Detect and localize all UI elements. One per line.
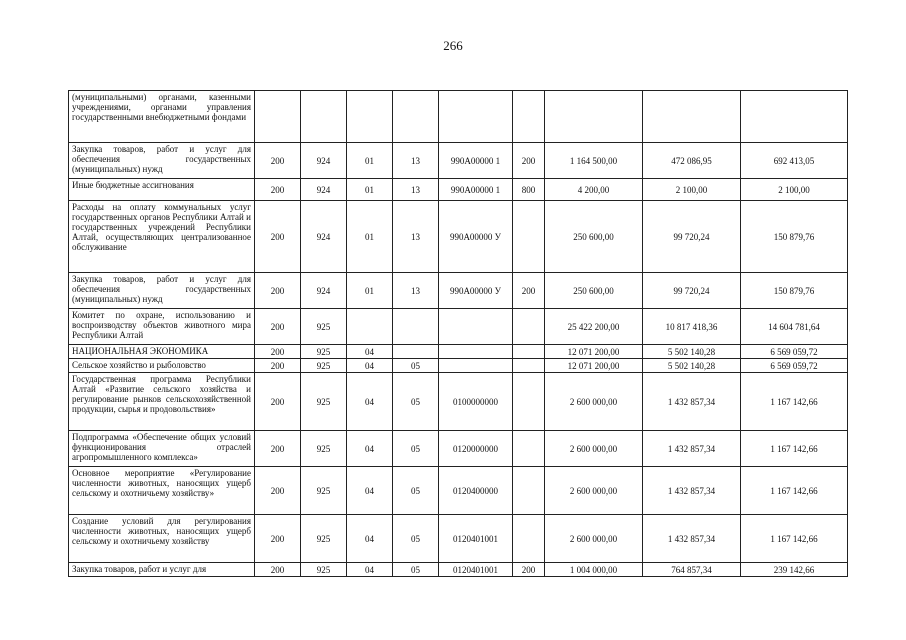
cell-csr [439, 309, 513, 345]
cell-gr: 200 [255, 515, 301, 563]
cell-sum-2: 764 857,34 [643, 563, 741, 577]
cell-pr: 05 [393, 467, 439, 515]
cell-sum-2 [643, 91, 741, 143]
cell-name: Подпрограмма «Обеспечение общих условий функционирования отраслей агропромышленного комплекса» [69, 431, 255, 467]
budget-table [68, 90, 848, 577]
cell-gr: 200 [255, 179, 301, 201]
cell-rz: 01 [347, 201, 393, 273]
cell-sum-1: 25 422 200,00 [545, 309, 643, 345]
cell-csr: 0120400000 [439, 467, 513, 515]
cell-vr [513, 345, 545, 359]
cell-rz: 01 [347, 273, 393, 309]
cell-gr: 200 [255, 467, 301, 515]
cell-sum-2: 5 502 140,28 [643, 345, 741, 359]
cell-ved: 924 [301, 273, 347, 309]
cell-pr: 05 [393, 431, 439, 467]
cell-gr [255, 91, 301, 143]
cell-gr: 200 [255, 359, 301, 373]
table-row [69, 201, 848, 273]
cell-sum-1: 1 164 500,00 [545, 143, 643, 179]
cell-rz: 01 [347, 143, 393, 179]
table-row [69, 515, 848, 563]
cell-pr: 05 [393, 515, 439, 563]
table-row [69, 359, 848, 373]
cell-rz [347, 91, 393, 143]
cell-vr: 800 [513, 179, 545, 201]
cell-sum-3: 1 167 142,66 [741, 373, 848, 431]
cell-sum-1: 4 200,00 [545, 179, 643, 201]
cell-sum-2: 10 817 418,36 [643, 309, 741, 345]
page-number: 266 [443, 38, 463, 53]
cell-sum-2: 1 432 857,34 [643, 515, 741, 563]
cell-gr: 200 [255, 563, 301, 577]
cell-name: Комитет по охране, использованию и воспроизводству объектов животного мира Республики Алтай [69, 309, 255, 345]
cell-pr: 05 [393, 359, 439, 373]
cell-sum-2: 99 720,24 [643, 201, 741, 273]
cell-ved: 924 [301, 143, 347, 179]
cell-gr: 200 [255, 309, 301, 345]
budget-table-body [69, 91, 848, 577]
cell-sum-3: 14 604 781,64 [741, 309, 848, 345]
cell-sum-1: 1 004 000,00 [545, 563, 643, 577]
cell-ved: 925 [301, 359, 347, 373]
cell-csr: 990А00000 У [439, 273, 513, 309]
cell-rz: 04 [347, 345, 393, 359]
cell-sum-1: 250 600,00 [545, 201, 643, 273]
cell-name: Расходы на оплату коммунальных услуг государственных органов Республики Алтай и государственных учреждений Республики Алтай, осуществляющих централизованное обслуживание [69, 201, 255, 273]
cell-ved: 925 [301, 467, 347, 515]
cell-ved [301, 91, 347, 143]
cell-name: Создание условий для регулирования численности животных, наносящих ущерб сельскому и охотничьему хозяйству [69, 515, 255, 563]
cell-csr: 990А00000 1 [439, 179, 513, 201]
cell-sum-1 [545, 91, 643, 143]
cell-pr [393, 91, 439, 143]
cell-sum-3: 2 100,00 [741, 179, 848, 201]
table-row [69, 431, 848, 467]
cell-rz: 04 [347, 563, 393, 577]
cell-name: НАЦИОНАЛЬНАЯ ЭКОНОМИКА [69, 345, 255, 359]
cell-sum-3 [741, 91, 848, 143]
cell-rz: 04 [347, 515, 393, 563]
cell-rz: 04 [347, 431, 393, 467]
cell-vr: 200 [513, 273, 545, 309]
cell-sum-1: 2 600 000,00 [545, 431, 643, 467]
cell-rz: 04 [347, 373, 393, 431]
cell-pr [393, 345, 439, 359]
cell-name: Закупка товаров, работ и услуг для [69, 563, 255, 577]
cell-vr [513, 309, 545, 345]
table-row [69, 91, 848, 143]
cell-ved: 925 [301, 515, 347, 563]
cell-vr [513, 359, 545, 373]
cell-name: Закупка товаров, работ и услуг для обеспечения государственных (муниципальных) нужд [69, 273, 255, 309]
cell-name: Государственная программа Республики Алтай «Развитие сельского хозяйства и регулирование рынков сельскохозяйственной продукции, сырья и продовольствия» [69, 373, 255, 431]
cell-ved: 924 [301, 179, 347, 201]
cell-sum-1: 12 071 200,00 [545, 359, 643, 373]
cell-sum-1: 2 600 000,00 [545, 515, 643, 563]
cell-vr: 200 [513, 143, 545, 179]
cell-sum-3: 239 142,66 [741, 563, 848, 577]
cell-sum-3: 6 569 059,72 [741, 345, 848, 359]
table-row [69, 273, 848, 309]
cell-sum-2: 2 100,00 [643, 179, 741, 201]
cell-pr [393, 309, 439, 345]
cell-csr: 0120401001 [439, 563, 513, 577]
table-row [69, 179, 848, 201]
cell-pr: 13 [393, 273, 439, 309]
cell-sum-3: 150 879,76 [741, 273, 848, 309]
cell-gr: 200 [255, 273, 301, 309]
cell-sum-1: 12 071 200,00 [545, 345, 643, 359]
table-row [69, 345, 848, 359]
cell-csr: 990А00000 У [439, 201, 513, 273]
cell-sum-3: 692 413,05 [741, 143, 848, 179]
cell-sum-1: 2 600 000,00 [545, 373, 643, 431]
cell-vr [513, 515, 545, 563]
cell-ved: 925 [301, 431, 347, 467]
cell-csr [439, 91, 513, 143]
cell-sum-2: 1 432 857,34 [643, 373, 741, 431]
cell-ved: 925 [301, 373, 347, 431]
cell-pr: 13 [393, 143, 439, 179]
table-row [69, 563, 848, 577]
cell-pr: 05 [393, 373, 439, 431]
table-row [69, 143, 848, 179]
cell-vr [513, 467, 545, 515]
cell-sum-3: 150 879,76 [741, 201, 848, 273]
cell-csr: 0120401001 [439, 515, 513, 563]
table-row [69, 373, 848, 431]
cell-sum-2: 472 086,95 [643, 143, 741, 179]
cell-sum-2: 99 720,24 [643, 273, 741, 309]
cell-sum-1: 250 600,00 [545, 273, 643, 309]
cell-rz: 04 [347, 359, 393, 373]
cell-vr [513, 91, 545, 143]
cell-sum-2: 5 502 140,28 [643, 359, 741, 373]
cell-csr: 0100000000 [439, 373, 513, 431]
cell-name: (муниципальными) органами, казенными учреждениями, органами управления государственными внебюджетными фондами [69, 91, 255, 143]
table-row [69, 467, 848, 515]
cell-sum-1: 2 600 000,00 [545, 467, 643, 515]
cell-gr: 200 [255, 373, 301, 431]
cell-name: Иные бюджетные ассигнования [69, 179, 255, 201]
cell-sum-3: 6 569 059,72 [741, 359, 848, 373]
cell-gr: 200 [255, 143, 301, 179]
cell-csr [439, 359, 513, 373]
cell-csr [439, 345, 513, 359]
cell-sum-2: 1 432 857,34 [643, 431, 741, 467]
cell-pr: 13 [393, 179, 439, 201]
cell-sum-3: 1 167 142,66 [741, 515, 848, 563]
cell-sum-3: 1 167 142,66 [741, 431, 848, 467]
cell-vr [513, 201, 545, 273]
cell-sum-3: 1 167 142,66 [741, 467, 848, 515]
cell-ved: 925 [301, 309, 347, 345]
cell-vr: 200 [513, 563, 545, 577]
cell-gr: 200 [255, 201, 301, 273]
cell-vr [513, 431, 545, 467]
cell-gr: 200 [255, 431, 301, 467]
cell-vr [513, 373, 545, 431]
cell-ved: 925 [301, 563, 347, 577]
cell-name: Закупка товаров, работ и услуг для обеспечения государственных (муниципальных) нужд [69, 143, 255, 179]
cell-csr: 0120000000 [439, 431, 513, 467]
cell-ved: 924 [301, 201, 347, 273]
cell-ved: 925 [301, 345, 347, 359]
cell-pr: 13 [393, 201, 439, 273]
cell-csr: 990А00000 1 [439, 143, 513, 179]
cell-rz [347, 309, 393, 345]
cell-gr: 200 [255, 345, 301, 359]
cell-name: Сельское хозяйство и рыболовство [69, 359, 255, 373]
cell-rz: 04 [347, 467, 393, 515]
cell-rz: 01 [347, 179, 393, 201]
table-row [69, 309, 848, 345]
cell-sum-2: 1 432 857,34 [643, 467, 741, 515]
cell-name: Основное мероприятие «Регулирование численности животных, наносящих ущерб сельскому и охотничьему хозяйству» [69, 467, 255, 515]
cell-pr: 05 [393, 563, 439, 577]
